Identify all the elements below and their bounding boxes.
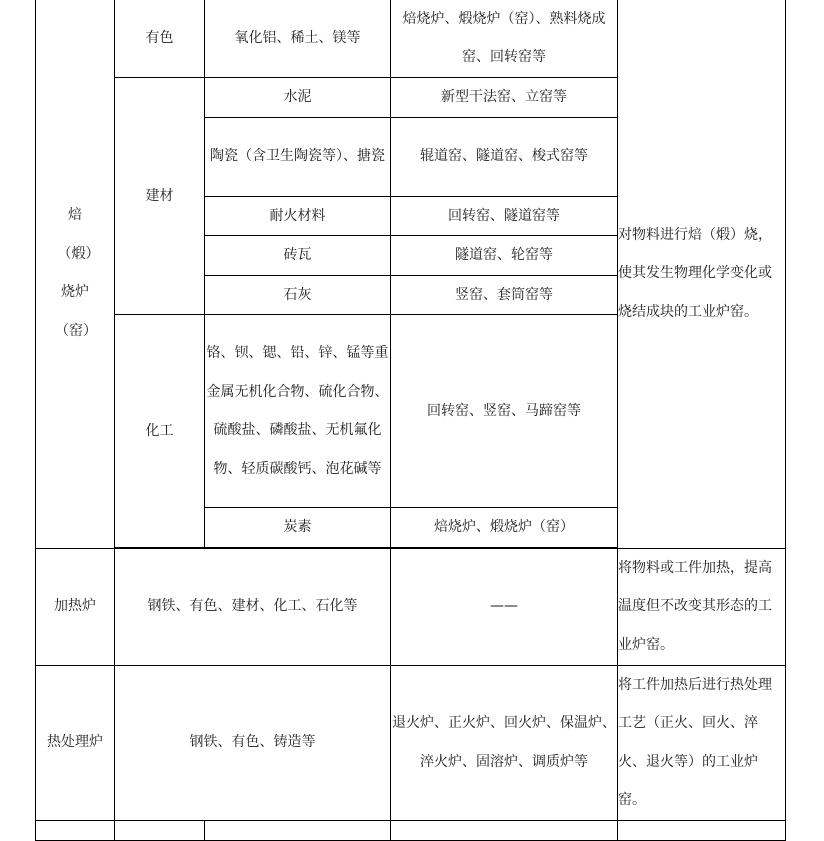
product-cell [205,117,391,196]
kiln-label: 焙烧炉、煅烧炉（窑）、熟料烧成窑、回转窑等 [402,10,606,65]
kiln-label: 新型干法窑、立窑等 [441,89,567,105]
industry-cell [115,315,205,548]
kiln-label: 焙烧炉、煅烧炉（窑） [434,519,574,535]
category-cell [36,665,115,820]
product-cell [205,0,391,78]
industry-label: 有色 [145,29,174,46]
kiln-label: —— [490,598,518,615]
empty-cell [618,820,786,840]
table-row [36,0,786,78]
kiln-cell [391,117,618,196]
kiln-cell [391,0,618,78]
category-cell [36,0,115,548]
kiln-cell [391,315,618,508]
product-label: 石灰 [283,286,312,303]
description-cell [618,665,786,820]
kiln-label: 回转窑、竖窑、马蹄窑等 [427,402,581,419]
product-cell [205,275,391,315]
industry-cell [115,78,205,315]
product-cell [205,236,391,276]
empty-cell [391,820,618,840]
description-label: 对物料进行焙（煅）烧，使其发生物理化学变化或烧结成块的工业炉窑。 [618,226,772,320]
description-cell [618,548,786,665]
product-label: 耐火材料 [269,207,326,224]
industry-label: 钢铁、有色、铸造等 [189,734,316,751]
kiln-cell [391,236,618,276]
empty-cell [205,820,391,840]
kiln-label: 回转窑、隧道窑等 [448,207,560,224]
kiln-label: 竖窑、套筒窑等 [455,286,553,303]
product-cell [205,508,391,548]
table-row [36,665,786,820]
empty-cell [36,820,115,840]
product-label: 砖瓦 [283,247,312,263]
table-row [36,820,786,840]
category-cell [36,548,115,665]
industry-label: 化工 [145,422,174,439]
category-label: 热处理炉 [47,734,103,751]
description-label: 将物料或工件加热，提高温度但不改变其形态的工业炉窑。 [618,559,772,653]
description-cell [618,0,786,548]
kiln-label: 退火炉、正火炉、回火炉、保温炉、淬火炉、固溶炉、调质炉等 [392,715,616,770]
product-label: 铬、钡、锶、铅、锌、锰等重金属无机化合物、硫化合物、硫酸盐、磷酸盐、无机氟化物、轻质碳酸钙、泡花碱等 [206,345,389,477]
kiln-label: 辊道窑、隧道窑、梭式窑等 [420,148,588,165]
category-label: 加热炉 [54,598,96,615]
industry-label: 建材 [145,187,174,204]
kiln-cell [391,196,618,236]
industry-label: 钢铁、有色、建材、化工、石化等 [147,598,358,615]
description-label: 将工件加热后进行热处理工艺（正火、回火、淬火、退火等）的工业炉窑。 [618,676,772,808]
product-cell [205,315,391,508]
kiln-cell [391,665,618,820]
empty-cell [115,820,205,840]
furnace-classification-table [35,0,786,841]
product-label: 氧化铝、稀土、镁等 [234,29,361,46]
industry-cell [115,0,205,78]
kiln-label: 隧道窑、轮窑等 [455,247,553,263]
product-label: 陶瓷（含卫生陶瓷等）、搪瓷 [210,148,385,165]
kiln-cell [391,78,618,118]
category-label: 焙（煅）烧炉（窑） [55,207,97,339]
industry-cell [115,665,391,820]
product-cell [205,196,391,236]
kiln-cell [391,508,618,548]
industry-cell [115,548,391,665]
product-label: 水泥 [283,89,312,105]
product-label: 炭素 [283,519,312,535]
product-cell [205,78,391,118]
kiln-cell [391,548,618,665]
table-row [36,548,786,665]
kiln-cell [391,275,618,315]
